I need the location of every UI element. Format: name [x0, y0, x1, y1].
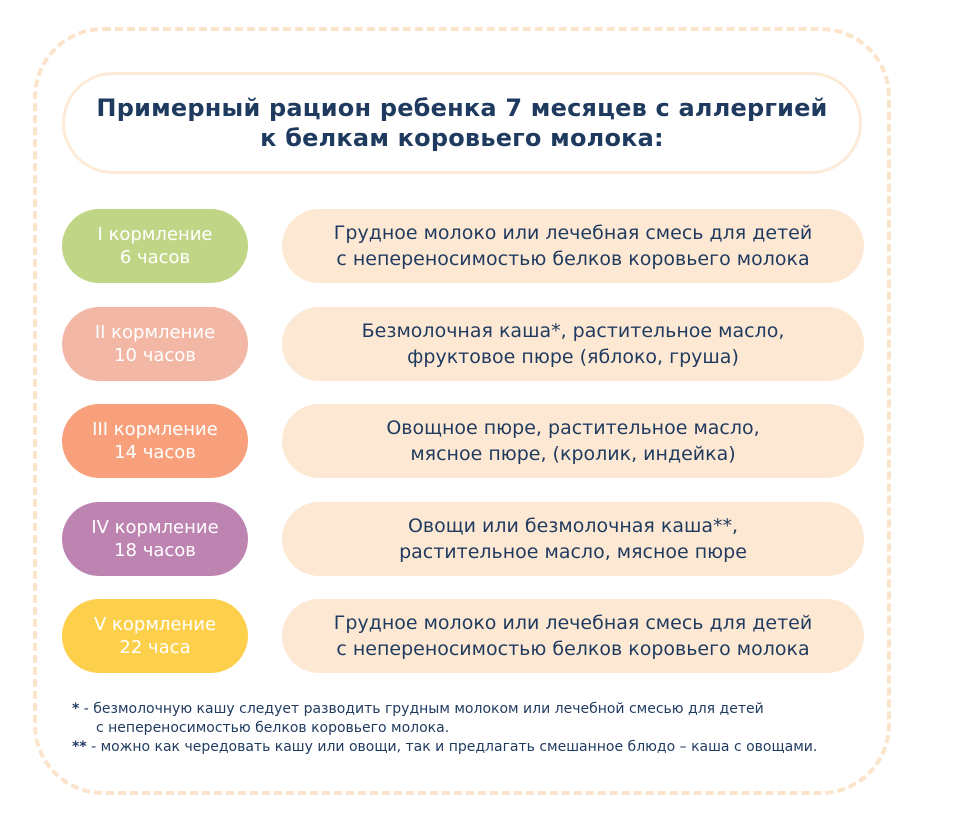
feeding-description-5: [282, 599, 864, 673]
feeding-description-2: [282, 307, 864, 381]
feeding-time: 10 часов: [114, 345, 196, 366]
description-line-2: с непереносимостью белков коровьего молока: [336, 638, 810, 660]
feeding-label: I кормление: [97, 224, 213, 245]
feeding-label: III кормление: [92, 419, 218, 440]
description-line-1: Овощи или безмолочная каша**,: [407, 515, 739, 537]
feeding-time: 14 часов: [114, 442, 196, 463]
feeding-row-3: [62, 404, 864, 478]
feeding-time: 6 часов: [119, 247, 191, 268]
description-line-2: растительное масло, мясное пюре: [399, 541, 747, 563]
footnote-1: [72, 700, 817, 719]
footnote-1-text: - безмолочную кашу следует разводить грудным молоком или лечебной смесью для детей: [79, 701, 764, 717]
feeding-label: II кормление: [94, 322, 216, 343]
feeding-description-3: [282, 404, 864, 478]
description-line-1: Грудное молоко или лечебная смесь для детей: [333, 612, 813, 634]
footnote-2-text: - можно как чередовать кашу или овощи, так и предлагать смешанное блюдо – каша с овощами.: [86, 739, 818, 755]
description-line-1: Безмолочная каша*, растительное масло,: [361, 320, 785, 342]
feeding-description-1: [282, 209, 864, 283]
title-line-2: к белкам коровьего молока:: [260, 124, 664, 152]
title-line-1: Примерный рацион ребенка 7 месяцев с аллергией: [96, 94, 828, 122]
feeding-label: IV кормление: [91, 517, 219, 538]
feeding-pill-5: [62, 599, 248, 673]
feeding-row-5: [62, 599, 864, 673]
description-line-1: Грудное молоко или лечебная смесь для детей: [333, 222, 813, 244]
footnotes: [72, 700, 817, 757]
feeding-label: V кормление: [93, 614, 217, 635]
feeding-row-1: [62, 209, 864, 283]
feeding-row-4: [62, 502, 864, 576]
description-line-1: Овощное пюре, растительное масло,: [386, 417, 760, 439]
feeding-row-2: [62, 307, 864, 381]
feeding-pill-3: [62, 404, 248, 478]
description-line-2: мясное пюре, (кролик, индейка): [410, 443, 736, 465]
footnote-1-continuation: с непереносимостью белков коровьего молока.: [96, 720, 450, 736]
footnote-2: [72, 738, 817, 757]
asterisk-mark: *: [72, 701, 80, 717]
description-line-2: фруктовое пюре (яблоко, груша): [407, 346, 739, 368]
title-box: [62, 72, 862, 174]
feeding-pill-2: [62, 307, 248, 381]
feeding-time: 18 часов: [114, 540, 196, 561]
feeding-pill-1: [62, 209, 248, 283]
feeding-description-4: [282, 502, 864, 576]
description-line-2: с непереносимостью белков коровьего молока: [336, 248, 810, 270]
feeding-time: 22 часа: [119, 637, 191, 658]
double-asterisk-mark: **: [72, 739, 87, 755]
feeding-pill-4: [62, 502, 248, 576]
